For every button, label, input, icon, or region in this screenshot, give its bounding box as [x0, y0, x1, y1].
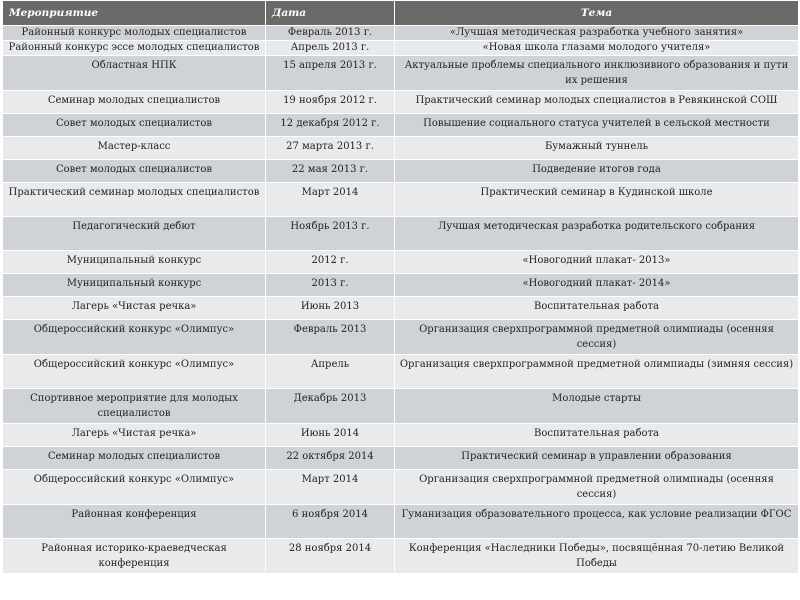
topic-cell: Повышение социального статуса учителей в сельской местности [395, 114, 799, 137]
date-cell: Февраль 2013 г. [266, 26, 395, 41]
date-cell: Март 2014 [266, 183, 395, 217]
events-table-frame [2, 0, 798, 600]
event-cell: Муниципальный конкурс [3, 251, 266, 274]
topic-cell: Бумажный туннель [395, 137, 799, 160]
event-cell: Областная НПК [3, 56, 266, 91]
topic-cell: Практический семинар молодых специалистов в Ревякинской СОШ [395, 91, 799, 114]
event-cell: Мастер-класс [3, 137, 266, 160]
table-row [3, 217, 799, 251]
table-row [3, 251, 799, 274]
date-cell: 22 октября 2014 [266, 447, 395, 470]
event-cell: Совет молодых специалистов [3, 160, 266, 183]
topic-cell: «Новогодний плакат- 2014» [395, 274, 799, 297]
table-body [3, 26, 799, 574]
topic-cell: Практический семинар в Кудинской школе [395, 183, 799, 217]
date-cell: 15 апреля 2013 г. [266, 56, 395, 91]
table-row [3, 56, 799, 91]
header-event: Мероприятие [3, 1, 266, 26]
topic-cell: Подведение итогов года [395, 160, 799, 183]
table-row [3, 137, 799, 160]
header-date: Дата [266, 1, 395, 26]
topic-cell: «Новогодний плакат- 2013» [395, 251, 799, 274]
table-row [3, 183, 799, 217]
table-row [3, 355, 799, 389]
topic-cell: «Лучшая методическая разработка учебного занятия» [395, 26, 799, 41]
event-cell: Семинар молодых специалистов [3, 91, 266, 114]
date-cell: Декабрь 2013 [266, 389, 395, 424]
event-cell: Районный конкурс молодых специалистов [3, 26, 266, 41]
table-row [3, 470, 799, 505]
date-cell: 6 ноября 2014 [266, 505, 395, 539]
table-row [3, 539, 799, 574]
date-cell: 27 марта 2013 г. [266, 137, 395, 160]
event-cell: Спортивное мероприятие для молодых специалистов [3, 389, 266, 424]
event-cell: Лагерь «Чистая речка» [3, 297, 266, 320]
table-row [3, 91, 799, 114]
topic-cell: Организация сверхпрограммной предметной олимпиады (зимняя сессия) [395, 355, 799, 389]
date-cell: Ноябрь 2013 г. [266, 217, 395, 251]
date-cell: 28 ноября 2014 [266, 539, 395, 574]
table-row [3, 424, 799, 447]
event-cell: Районная историко-краеведческая конференция [3, 539, 266, 574]
event-cell: Общероссийский конкурс «Олимпус» [3, 320, 266, 355]
date-cell: 2012 г. [266, 251, 395, 274]
event-cell: Муниципальный конкурс [3, 274, 266, 297]
topic-cell: Молодые старты [395, 389, 799, 424]
event-cell: Лагерь «Чистая речка» [3, 424, 266, 447]
table-row [3, 389, 799, 424]
event-cell: Общероссийский конкурс «Олимпус» [3, 470, 266, 505]
date-cell: 22 мая 2013 г. [266, 160, 395, 183]
table-row [3, 160, 799, 183]
table-row [3, 41, 799, 56]
topic-cell: Практический семинар в управлении образования [395, 447, 799, 470]
date-cell: Июнь 2013 [266, 297, 395, 320]
table-row [3, 320, 799, 355]
table-row [3, 505, 799, 539]
topic-cell: Актуальные проблемы специального инклюзивного образования и пути их решения [395, 56, 799, 91]
table-row [3, 274, 799, 297]
event-cell: Общероссийский конкурс «Олимпус» [3, 355, 266, 389]
topic-cell: Организация сверхпрограммной предметной олимпиады (осенняя сессия) [395, 320, 799, 355]
topic-cell: Гуманизация образовательного процесса, как условие реализации ФГОС [395, 505, 799, 539]
table-row [3, 447, 799, 470]
date-cell: 2013 г. [266, 274, 395, 297]
topic-cell: «Новая школа глазами молодого учителя» [395, 41, 799, 56]
topic-cell: Организация сверхпрограммной предметной олимпиады (осенняя сессия) [395, 470, 799, 505]
date-cell: Апрель 2013 г. [266, 41, 395, 56]
event-cell: Районная конференция [3, 505, 266, 539]
topic-cell: Воспитательная работа [395, 297, 799, 320]
event-cell: Практический семинар молодых специалистов [3, 183, 266, 217]
table-row [3, 114, 799, 137]
date-cell: Апрель [266, 355, 395, 389]
table-row [3, 297, 799, 320]
date-cell: Март 2014 [266, 470, 395, 505]
topic-cell: Конференция «Наследники Победы», посвящённая 70-летию Великой Победы [395, 539, 799, 574]
events-table [2, 0, 798, 574]
table-row [3, 26, 799, 41]
header-row [3, 1, 799, 26]
topic-cell: Воспитательная работа [395, 424, 799, 447]
date-cell: 19 ноября 2012 г. [266, 91, 395, 114]
date-cell: Июнь 2014 [266, 424, 395, 447]
event-cell: Совет молодых специалистов [3, 114, 266, 137]
header-topic: Тема [395, 1, 799, 26]
event-cell: Семинар молодых специалистов [3, 447, 266, 470]
event-cell: Педагогический дебют [3, 217, 266, 251]
date-cell: Февраль 2013 [266, 320, 395, 355]
event-cell: Районный конкурс эссе молодых специалистов [3, 41, 266, 56]
topic-cell: Лучшая методическая разработка родительского собрания [395, 217, 799, 251]
date-cell: 12 декабря 2012 г. [266, 114, 395, 137]
